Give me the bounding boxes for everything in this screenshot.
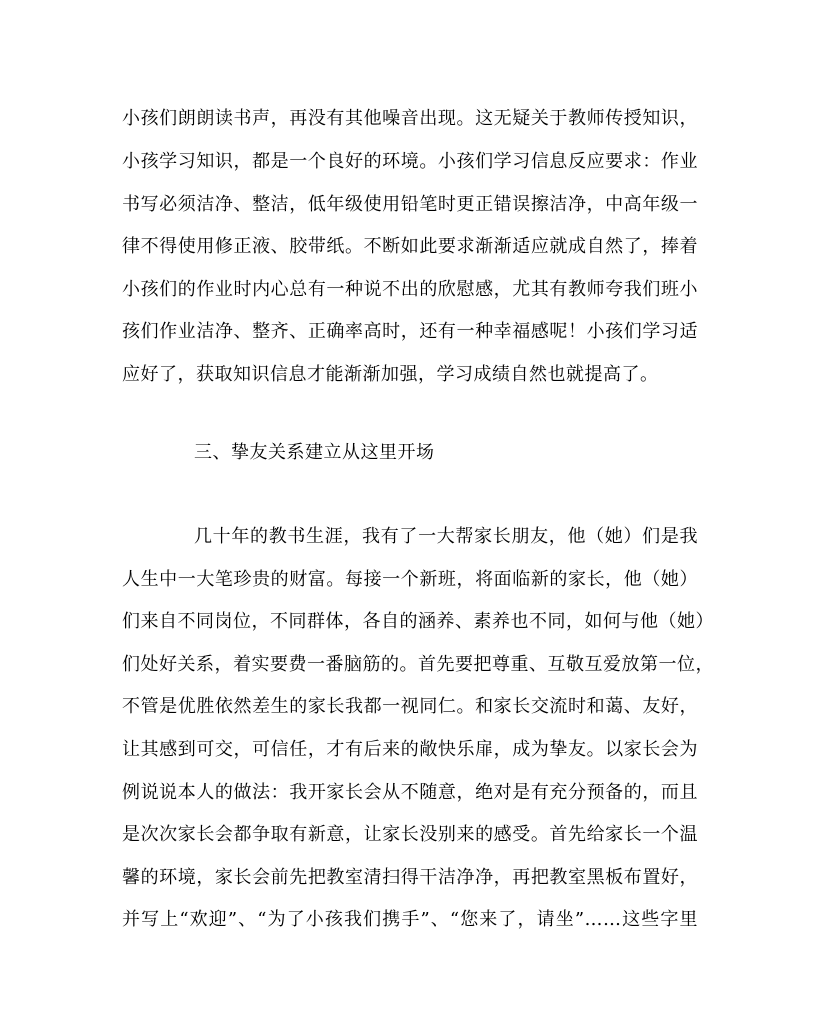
paragraph-line: 例说说本人的做法：我开家长会从不随意，绝对是有充分预备的，而且 [122, 782, 698, 803]
paragraph-line: 不管是优胜依然差生的家长我都一视同仁。和家长交流时和蔼、友好， [122, 696, 698, 717]
paragraph-line: 人生中一大笔珍贵的财富。每接一个新班，将面临新的家长，他（她） [122, 569, 698, 590]
paragraph-line: 小孩们的作业时内心总有一种说不出的欣慰感，尤其有教师夸我们班小 [122, 279, 698, 300]
paragraph-line: 馨的环境，家长会前先把教室清扫得干洁净净，再把教室黑板布置好， [122, 867, 698, 888]
paragraph-line: 是次次家长会都争取有新意，让家长没别来的感受。首先给家长一个温 [122, 824, 698, 845]
paragraph-line: 应好了，获取知识信息才能渐渐加强，学习成绩自然也就提高了。 [122, 364, 659, 385]
section-heading: 三、挚友关系建立从这里开场 [194, 442, 435, 463]
paragraph-line: 小孩学习知识，都是一个良好的环境。小孩们学习信息反应要求：作业 [122, 151, 698, 172]
paragraph-line: 让其感到可交，可信任，才有后来的敞快乐扉，成为挚友。以家长会为 [122, 739, 698, 760]
paragraph-line: 们来自不同岗位，不同群体，各自的涵养、素养也不同，如何与他（她） [122, 611, 714, 632]
paragraph-line: 小孩们朗朗读书声，再没有其他噪音出现。这无疑关于教师传授知识， [122, 108, 698, 129]
paragraph-line: 孩们作业洁净、整齐、正确率高时，还有一种幸福感呢！小孩们学习适 [122, 321, 698, 342]
paragraph-line: 律不得使用修正液、胶带纸。不断如此要求渐渐适应就成自然了，捧着 [122, 236, 698, 257]
paragraph-line: 并写上“欢迎”、“为了小孩我们携手”、“您来了，请坐”……这些字里 [122, 909, 698, 930]
paragraph-line: 书写必须洁净、整洁，低年级使用铅笔时更正错误擦洁净，中高年级一 [122, 194, 698, 215]
paragraph-line: 几十年的教书生涯，我有了一大帮家长朋友，他（她）们是我 [194, 526, 698, 547]
paragraph-line: 们处好关系，着实要费一番脑筋的。首先要把尊重、互敬互爱放第一位， [122, 654, 714, 675]
